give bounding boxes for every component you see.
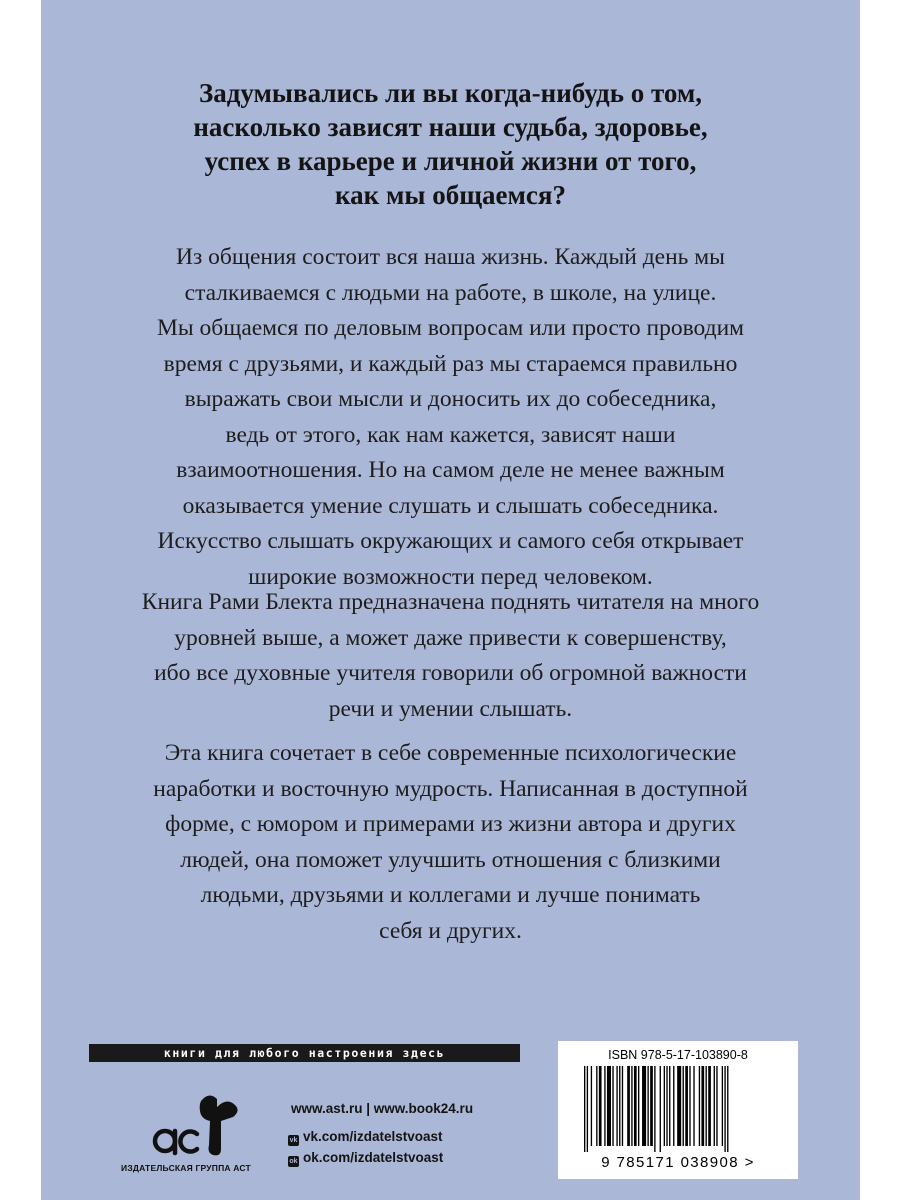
barcode-bar [647, 1066, 648, 1146]
barcode-bar [689, 1066, 690, 1146]
paragraph-line: Книга Рами Блекта предназначена поднять читателя на много [141, 589, 760, 615]
paragraph-line: взаимоотношения. Но на самом деле не менее важным [176, 457, 725, 483]
lead-line: насколько зависят наши судьба, здоровье, [193, 112, 708, 142]
paragraph-line: Из общения состоит вся наша жизнь. Каждый день мы [176, 244, 725, 270]
paragraph-line: широкие возможности перед человеком. [248, 563, 653, 590]
back-cover [41, 0, 860, 1200]
barcode-bar [660, 1066, 661, 1152]
barcode-bar [634, 1066, 637, 1146]
isbn-label: ISBN 978-5-17-103890-8 [608, 1048, 748, 1062]
barcode-bar [654, 1066, 655, 1152]
barcode-bar [669, 1066, 670, 1146]
barcode-bar [627, 1066, 630, 1146]
barcode-bar [587, 1066, 588, 1152]
paragraph-line: форме, с юмором и примерами из жизни автора и других [165, 811, 736, 837]
barcode-bar [607, 1066, 611, 1146]
paragraph-communication [41, 240, 860, 595]
ok-link [288, 1150, 443, 1167]
paragraph-line: оказывается умение слушать и слышать собеседника. [182, 492, 719, 519]
paragraph-line: наработки и восточную мудрость. Написанная в доступной [153, 775, 748, 802]
paragraph-line: выражать свои мысли и доносить их до собеседника, [184, 386, 717, 412]
vk-link [288, 1129, 443, 1146]
barcode-bar [714, 1066, 715, 1146]
barcode-panel [558, 1041, 798, 1179]
barcode-bar [706, 1066, 707, 1146]
barcode-bar [727, 1066, 728, 1152]
paragraph-line: уровней выше, а может даже привести к совершенству, [174, 624, 727, 651]
barcode-bar [616, 1066, 617, 1146]
publisher-name: ИЗДАТЕЛЬСКАЯ ГРУППА АСТ [121, 1163, 251, 1173]
barcode-bar [619, 1066, 620, 1146]
barcode-bar [724, 1066, 725, 1152]
ast-logo-icon [101, 1079, 271, 1163]
barcode-bar [693, 1066, 694, 1146]
lead-question [41, 76, 860, 212]
paragraph-line: ибо все духовные учителя говорили об огромной важности [154, 660, 747, 686]
barcode-bar [664, 1066, 665, 1146]
barcode-bar [722, 1066, 723, 1146]
publisher-websites: www.ast.ru | www.book24.ru [291, 1101, 474, 1116]
barcode-bar [701, 1066, 704, 1146]
vk-url: vk.com/izdatelstvoast [303, 1129, 443, 1144]
lead-line: Задумывались ли вы когда-нибудь о том, [198, 78, 703, 108]
barcode-bar [638, 1066, 639, 1146]
paragraph-line: людей, она поможет улучшить отношения с близкими [180, 846, 721, 873]
paragraph-line: Эта книга сочетает в себе современные психологические [164, 740, 737, 766]
paragraph-book-purpose [41, 585, 860, 727]
barcode-bar [604, 1066, 605, 1146]
barcode-bar [708, 1066, 711, 1146]
barcode-bar [683, 1066, 684, 1146]
paragraph-line: Мы общаемся по деловым вопросам или просто проводим [156, 315, 745, 341]
vk-icon: vk [289, 1137, 298, 1144]
barcode-bar [591, 1066, 592, 1146]
barcode-bar [666, 1066, 667, 1146]
lead-line: успех в карьере и личной жизни от того, [204, 146, 697, 176]
barcode-bar [622, 1066, 623, 1146]
barcode-icon [578, 1066, 778, 1152]
barcode-bar [716, 1066, 717, 1146]
paragraph-line: Искусство слышать окружающих и самого себя открывает [157, 528, 744, 554]
paragraph-line: ведь от этого, как нам кажется, зависят наши [225, 421, 676, 448]
barcode-bar [677, 1066, 681, 1146]
paragraph-line: речи и умении слышать. [328, 695, 573, 722]
publisher-logo [101, 1079, 271, 1179]
barcode-bar [685, 1066, 688, 1146]
ok-url: ok.com/izdatelstvoast [303, 1150, 444, 1165]
paragraph-line: сталкиваемся с людьми на работе, в школе, на улице. [184, 279, 717, 306]
barcode-bar [631, 1066, 632, 1146]
barcode-bar [699, 1066, 700, 1146]
barcode-bar [596, 1066, 597, 1146]
barcode-bar [584, 1066, 585, 1152]
barcode-bar [642, 1066, 646, 1146]
barcode-bar [612, 1066, 613, 1146]
barcode-bar [650, 1066, 653, 1146]
paragraph-line: людьми, друзьями и коллегами и лучше понимать [200, 882, 701, 908]
barcode-bar [673, 1066, 674, 1146]
paragraph-book-summary [41, 736, 860, 949]
lead-line: как мы общаемся? [335, 180, 566, 210]
barcode-bar [599, 1066, 602, 1146]
barcode-digits: 9 785171 038908 > [601, 1154, 755, 1171]
publisher-tagline: книги для любого настроения здесь [89, 1044, 520, 1062]
paragraph-line: себя и других. [379, 917, 522, 944]
ok-icon: ok [289, 1158, 298, 1165]
paragraph-line: время с друзьями, и каждый раз мы стараемся правильно [163, 350, 738, 377]
